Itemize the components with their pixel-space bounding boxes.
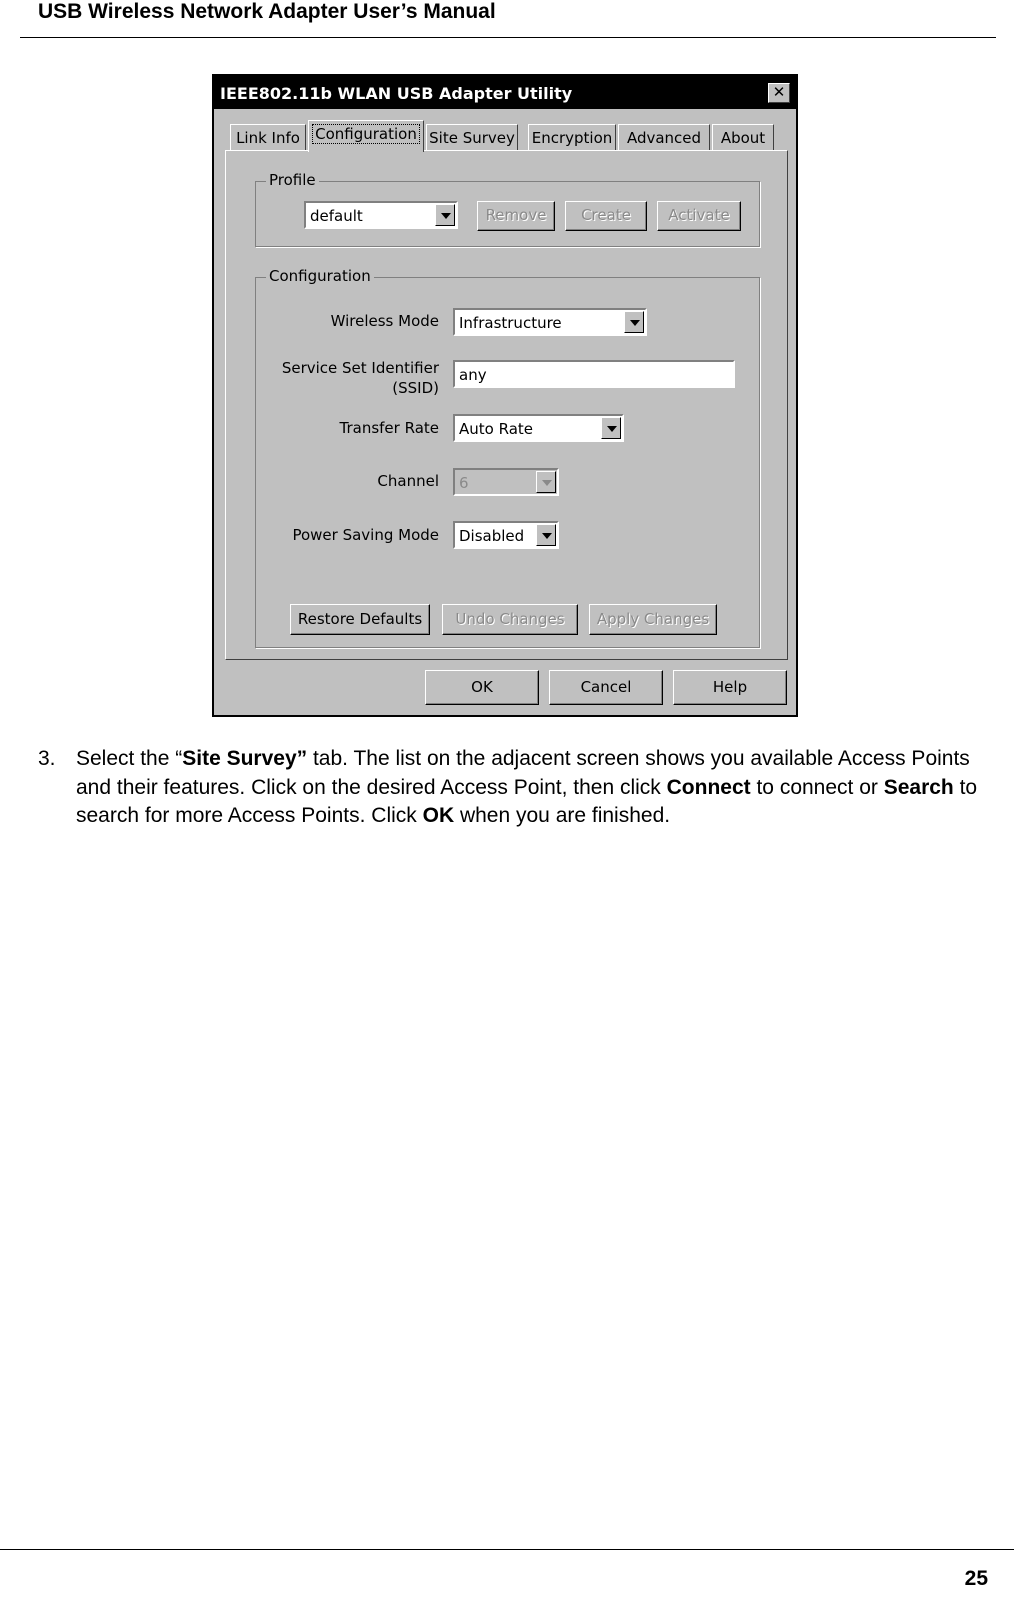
apply-changes-button[interactable]: Apply Changes — [589, 604, 717, 635]
instruction-step — [38, 745, 978, 831]
step-bold-ok: OK — [422, 804, 455, 827]
ok-button[interactable]: OK — [425, 670, 539, 705]
channel-select[interactable] — [453, 468, 559, 496]
wireless-mode-value: Infrastructure — [459, 314, 562, 332]
dialog-title: IEEE802.11b WLAN USB Adapter Utility — [220, 84, 573, 103]
tab-encryption[interactable]: Encryption — [528, 124, 616, 150]
profile-select[interactable] — [304, 201, 458, 229]
configuration-groupbox — [255, 267, 760, 648]
dialog-titlebar — [214, 76, 796, 109]
power-saving-label: Power Saving Mode — [292, 526, 439, 544]
transfer-rate-select[interactable] — [453, 414, 624, 442]
page-number: 25 — [964, 1567, 988, 1590]
channel-label: Channel — [377, 472, 439, 490]
transfer-rate-value: Auto Rate — [459, 420, 533, 438]
step-text-5: when you are finished. — [454, 804, 671, 827]
undo-changes-button[interactable]: Undo Changes — [442, 604, 578, 635]
step-bold-search: Search — [883, 775, 954, 799]
wireless-mode-label: Wireless Mode — [330, 312, 439, 330]
tab-configuration-label: Configuration — [312, 124, 420, 144]
step-text-4: to search for more Access Points. Click — [76, 775, 978, 827]
tab-link-info[interactable]: Link Info — [230, 124, 306, 150]
chevron-down-icon — [536, 471, 556, 493]
ssid-label-line1: Service Set Identifier — [281, 359, 439, 377]
help-button[interactable]: Help — [673, 670, 787, 705]
chevron-down-icon[interactable] — [435, 204, 455, 226]
tab-about[interactable]: About — [712, 124, 774, 150]
configuration-legend: Configuration — [266, 267, 374, 285]
profile-legend: Profile — [266, 171, 319, 189]
transfer-rate-label: Transfer Rate — [339, 419, 439, 437]
document-header-title: USB Wireless Network Adapter User’s Manual — [38, 0, 496, 23]
create-button[interactable]: Create — [565, 201, 647, 231]
step-number: 3. — [38, 747, 56, 770]
ssid-input[interactable] — [453, 360, 735, 388]
channel-value: 6 — [459, 474, 469, 492]
tab-advanced[interactable]: Advanced — [618, 124, 710, 150]
step-text-3: to connect or — [750, 775, 884, 799]
step-text-2: tab. The list on the adjacent screen shows you available Access Points and their features. Click on the desired Access Point, then click — [76, 747, 970, 799]
footer-rule — [0, 1549, 1014, 1550]
chevron-down-icon[interactable] — [624, 311, 644, 333]
configuration-tab-panel — [225, 150, 788, 660]
step-bold-connect: Connect — [666, 775, 751, 799]
step-paragraph — [76, 745, 978, 831]
header-rule — [20, 37, 996, 38]
power-saving-value: Disabled — [459, 527, 525, 545]
chevron-down-icon[interactable] — [536, 524, 556, 546]
power-saving-select[interactable] — [453, 521, 559, 549]
chevron-down-icon[interactable] — [601, 417, 621, 439]
ssid-label-line2: (SSID) — [392, 379, 439, 397]
tab-configuration[interactable] — [308, 120, 424, 152]
step-text-1: Select the “ — [76, 747, 183, 770]
step-bold-site-survey: Site Survey” — [182, 747, 308, 770]
close-icon[interactable]: ✕ — [768, 83, 790, 103]
tab-site-survey[interactable]: Site Survey — [426, 124, 518, 150]
restore-defaults-button[interactable]: Restore Defaults — [290, 604, 430, 635]
profile-select-value: default — [310, 207, 363, 225]
activate-button[interactable]: Activate — [657, 201, 741, 231]
remove-button[interactable]: Remove — [477, 201, 555, 231]
ssid-input-value: any — [459, 366, 487, 384]
profile-groupbox — [255, 171, 760, 247]
cancel-button[interactable]: Cancel — [549, 670, 663, 705]
utility-dialog-screenshot — [212, 74, 798, 717]
wireless-mode-select[interactable] — [453, 308, 647, 336]
